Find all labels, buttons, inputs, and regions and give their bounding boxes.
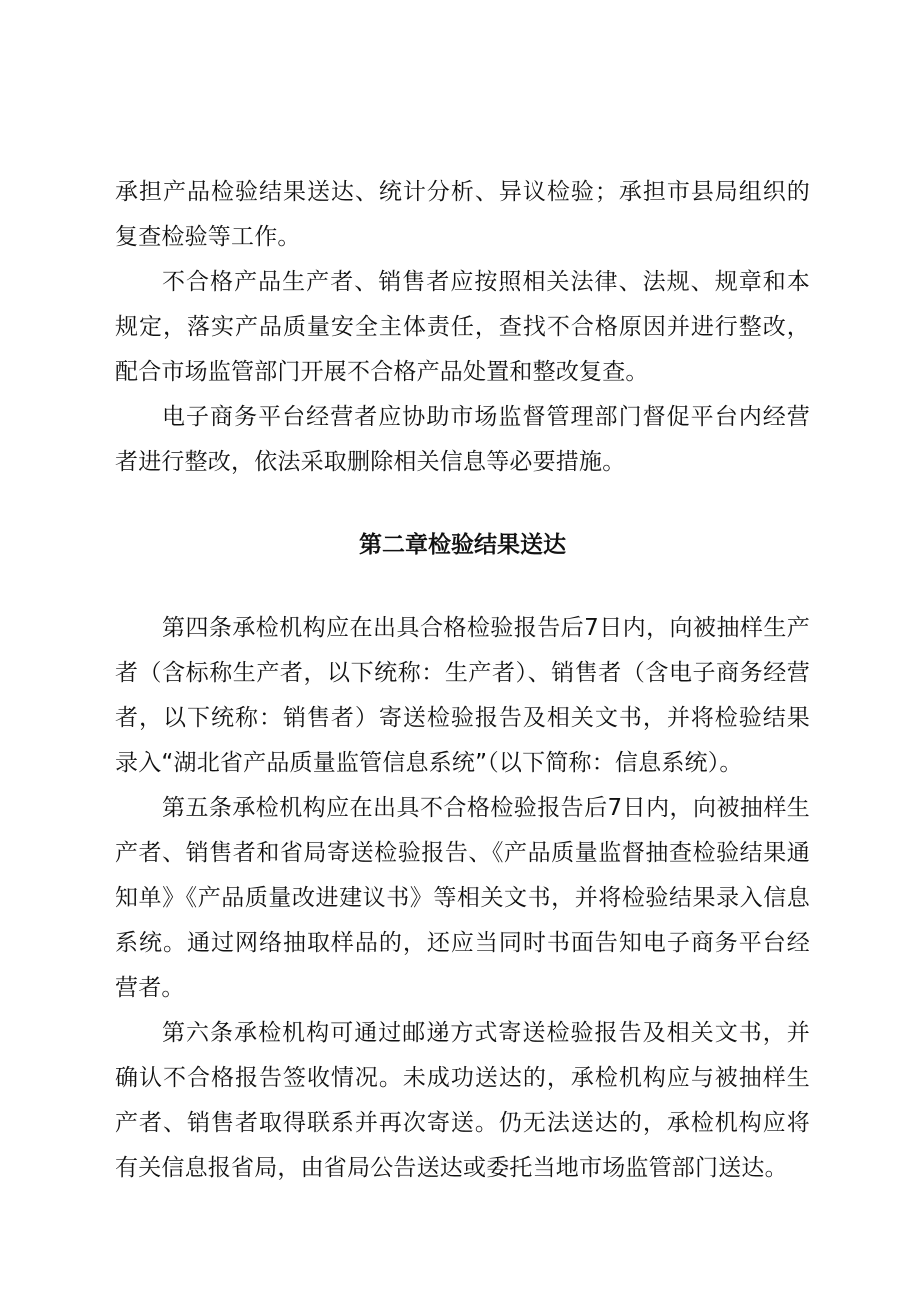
article-5: 第五条承检机构应在出具不合格检验报告后7日内，向被抽样生产者、销售者和省局寄送检验报告、《产品质量监督抽查检验结果通知单》《产品质量改进建议书》等相关文书，并将检验结果录入信息系统。通过网络抽取样品的，还应当同时书面告知电子商务平台经营者。 (115, 795, 810, 1001)
paragraph-nonconforming-producers: 不合格产品生产者、销售者应按照相关法律、法规、规章和本规定，落实产品质量安全主体责任，查找不合格原因并进行整改，配合市场监管部门开展不合格产品处置和整改复查。 (115, 269, 810, 385)
article-6: 第六条承检机构可通过邮递方式寄送检验报告及相关文书，并确认不合格报告签收情况。未成功送达的，承检机构应与被抽样生产者、销售者取得联系并再次寄送。仍无法送达的，承检机构应将有关信息报省局，由省局公告送达或委托当地市场监管部门送达。 (115, 1020, 810, 1181)
article-4: 第四条承检机构应在出具合格检验报告后7日内，向被抽样生产者（含标称生产者，以下统称：生产者）、销售者（含电子商务经营者，以下统称：销售者）寄送检验报告及相关文书，并将检验结果录入“湖北省产品质量监管信息系统”（以下简称：信息系统）。 (115, 615, 810, 776)
paragraph-ecommerce-platform: 电子商务平台经营者应协助市场监督管理部门督促平台内经营者进行整改，依法采取删除相关信息等必要措施。 (115, 404, 810, 475)
document-body (115, 170, 810, 1191)
chapter-title: 第二章检验结果送达 (359, 532, 566, 558)
paragraph-continuation: 承担产品检验结果送达、统计分析、异议检验；承担市县局组织的复查检验等工作。 (115, 179, 810, 250)
